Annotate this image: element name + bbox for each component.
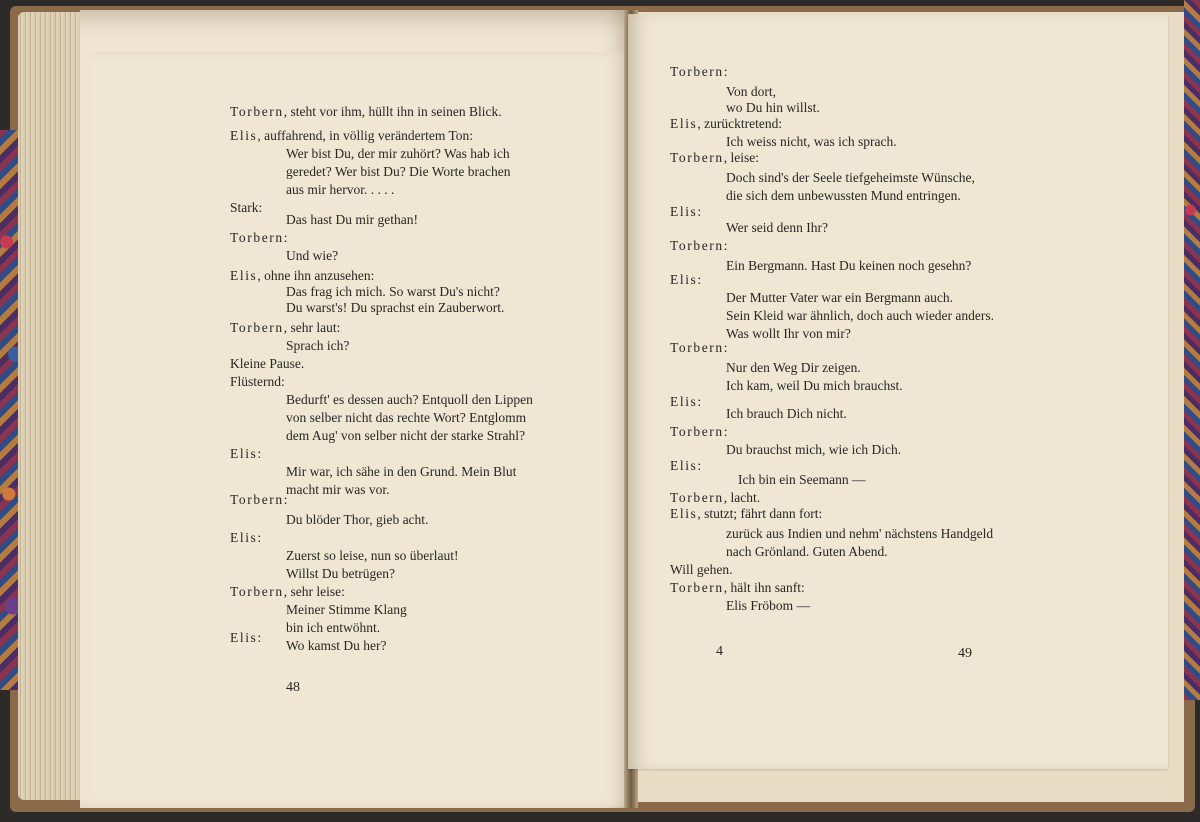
left-page-line: Torbern:: [230, 492, 288, 507]
right-page-line: Torbern, lacht.: [670, 490, 761, 505]
right-page-line: Torbern, leise:: [670, 150, 759, 165]
left-page-line: Elis, auffahrend, in völlig verändertem Ton:: [230, 128, 474, 143]
right-page-line: Der Mutter Vater war ein Bergmann auch.: [726, 290, 954, 305]
left-page-line: Das hast Du mir gethan!: [286, 212, 418, 227]
right-page-line: Elis:: [670, 204, 702, 219]
left-page-line: Torbern, sehr leise:: [230, 584, 345, 599]
left-page-line: Bedurft' es dessen auch? Entquoll den Lippen: [286, 392, 533, 407]
left-page-line: aus mir hervor. . . . .: [286, 182, 395, 197]
left-page-line: Kleine Pause.: [230, 356, 305, 371]
left-page-line: Und wie?: [286, 248, 339, 263]
left-page-line: Elis:: [230, 630, 262, 645]
right-page-line: Elis:: [670, 272, 702, 287]
left-page-line: Wo kamst Du her?: [286, 638, 387, 653]
right-page-line: Ich weiss nicht, was ich sprach.: [726, 134, 897, 149]
right-page-number: 49: [958, 646, 972, 661]
right-page-line: Ein Bergmann. Hast Du keinen noch gesehn?: [726, 258, 972, 273]
left-page-line: Sprach ich?: [286, 338, 350, 353]
left-page-line: Du warst's! Du sprachst ein Zauberwort.: [286, 300, 505, 315]
left-page-line: Zuerst so leise, nun so überlaut!: [286, 548, 459, 563]
left-page-line: Elis:: [230, 446, 262, 461]
right-page-line: Ich brauch Dich nicht.: [726, 406, 847, 421]
right-page-line: Will gehen.: [670, 562, 733, 577]
right-page-line: Du brauchst mich, wie ich Dich.: [726, 442, 902, 457]
right-page-line: Nur den Weg Dir zeigen.: [726, 360, 861, 375]
left-page-line: Stark:: [230, 200, 263, 215]
right-page-line: Elis, stutzt; fährt dann fort:: [670, 506, 823, 521]
left-page-line: Mir war, ich sähe in den Grund. Mein Blut: [286, 464, 517, 479]
right-page-line: zurück aus Indien und nehm' nächstens Handgeld: [726, 526, 994, 541]
right-page-line: wo Du hin willst.: [726, 100, 820, 115]
right-page-line: Sein Kleid war ähnlich, doch auch wieder anders.: [726, 308, 995, 323]
left-page-line: Torbern, steht vor ihm, hüllt ihn in seinen Blick.: [230, 104, 502, 119]
right-page-line: Torbern:: [670, 424, 728, 439]
marbled-endpaper-right: [1184, 0, 1200, 700]
left-page-line: Wer bist Du, der mir zuhört? Was hab ich: [286, 146, 510, 161]
right-page-line: Elis:: [670, 458, 702, 473]
right-page-line: Von dort,: [726, 84, 777, 99]
page-edges: [18, 12, 88, 800]
right-page-line: die sich dem unbewussten Mund entringen.: [726, 188, 961, 203]
left-page-line: geredet? Wer bist Du? Die Worte brachen: [286, 164, 511, 179]
left-page-line: Meiner Stimme Klang: [286, 602, 407, 617]
right-page-line: Wer seid denn Ihr?: [726, 220, 828, 235]
right-page-line: Elis, zurücktretend:: [670, 116, 783, 131]
right-page-line: Torbern:: [670, 238, 728, 253]
right-page-line: Doch sind's der Seele tiefgeheimste Wünsche,: [726, 170, 975, 185]
signature-mark: 4: [716, 644, 723, 659]
right-page-line: Torbern, hält ihn sanft:: [670, 580, 805, 595]
left-page-number: 48: [286, 680, 300, 695]
left-page-line: Torbern, sehr laut:: [230, 320, 341, 335]
left-page-line: Elis:: [230, 530, 262, 545]
right-page-line: Torbern:: [670, 64, 728, 79]
right-page-line: Elis:: [670, 394, 702, 409]
left-page-line: Torbern:: [230, 230, 288, 245]
right-page-line: Was wollt Ihr von mir?: [726, 326, 851, 341]
left-page-line: Du blöder Thor, gieb acht.: [286, 512, 429, 527]
left-page-line: macht mir was vor.: [286, 482, 390, 497]
right-page-line: nach Grönland. Guten Abend.: [726, 544, 888, 559]
left-page-line: Flüsternd:: [230, 374, 285, 389]
left-page-line: Willst Du betrügen?: [286, 566, 395, 581]
right-page-line: Ich bin ein Seemann —: [738, 472, 866, 487]
left-page-line: Das frag ich mich. So warst Du's nicht?: [286, 284, 500, 299]
right-page-line: Ich kam, weil Du mich brauchst.: [726, 378, 903, 393]
left-page-line: Elis, ohne ihn anzusehen:: [230, 268, 375, 283]
right-page-line: Torbern:: [670, 340, 728, 355]
right-page-line: Elis Fröbom —: [726, 598, 811, 613]
left-page-line: von selber nicht das rechte Wort? Entglomm: [286, 410, 527, 425]
left-page-line: bin ich entwöhnt.: [286, 620, 381, 635]
left-page-line: dem Aug' von selber nicht der starke Strahl?: [286, 428, 525, 443]
